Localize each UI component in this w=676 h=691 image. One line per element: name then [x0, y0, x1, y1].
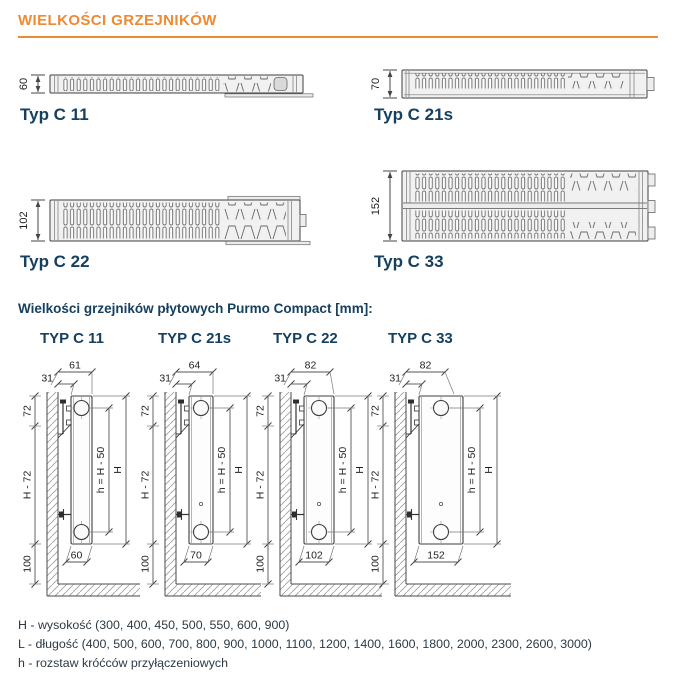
dim-label: 72 [21, 405, 34, 417]
dim-label: 82 [304, 359, 317, 372]
dim-label: H [112, 466, 124, 474]
typ-c33-label: Typ C 33 [374, 252, 444, 271]
dim-label: 70 [190, 549, 202, 562]
typ-c33-column-header: TYP C 33 [388, 330, 453, 347]
typ-c11-column-header: TYP C 11 [40, 330, 104, 347]
dim-label: H [233, 466, 245, 474]
dim-label: 31 [389, 372, 401, 385]
dim-label: H - 72 [254, 470, 267, 500]
dim-label: 61 [69, 359, 81, 372]
dim-label: 102 [18, 211, 30, 230]
section-subtitle: Wielkości grzejników płytowych Purmo Compact [mm]: [18, 301, 373, 316]
legend-line-h: h - rozstaw króćców przyłączeniowych [18, 656, 229, 670]
typ-c22-label: Typ C 22 [20, 252, 90, 271]
dim-label: 100 [139, 555, 152, 573]
dim-label: h = H - 50 [95, 446, 107, 494]
dimension-legend [18, 616, 592, 673]
title-underline [18, 36, 658, 38]
dim-label: 100 [369, 555, 382, 573]
typ-c22-column-header: TYP C 22 [273, 330, 338, 347]
typ-c21s-top-view-diagram [368, 62, 668, 108]
typ-c21s-label: Typ C 21s [374, 105, 454, 124]
legend-line-H: H - wysokość (300, 400, 450, 500, 550, 600, 900) [18, 618, 290, 632]
dim-label: h = H - 50 [337, 446, 349, 494]
dim-label: 82 [419, 359, 432, 372]
typ-c11-top-view-diagram [16, 64, 336, 108]
dim-label: 152 [427, 549, 445, 562]
dim-label: 31 [159, 372, 171, 385]
dim-label: H - 72 [21, 470, 34, 500]
dim-label: h = H - 50 [216, 446, 228, 494]
typ-c11-label: Typ C 11 [20, 105, 89, 124]
dim-label: H [354, 466, 366, 474]
dim-label: 100 [254, 555, 267, 573]
typ-c21s-column-header: TYP C 21s [158, 330, 232, 347]
dim-label: 152 [370, 196, 382, 216]
dim-label: 72 [369, 405, 382, 417]
dim-label: 102 [305, 549, 323, 562]
typ-c11-side-drawing [10, 354, 142, 602]
typ-c33-top-view-diagram [368, 162, 668, 246]
dim-label: H [483, 466, 495, 474]
dim-label: 100 [21, 555, 34, 573]
legend-line-L: L - długość (400, 500, 600, 700, 800, 900, 1000, 1100, 1200, 1400, 1600, 1800, 2000, 2300, 2600, 3000) [18, 637, 592, 651]
dim-label: H - 72 [139, 470, 152, 500]
typ-c33-side-drawing [358, 354, 513, 602]
side-view-column-c33 [358, 330, 513, 602]
typ-c22-top-view-diagram [16, 190, 336, 250]
dim-label: 70 [370, 77, 382, 91]
dim-label: 31 [41, 372, 53, 385]
page-title: WIELKOŚCI GRZEJNIKÓW [18, 12, 217, 29]
dim-label: 31 [274, 372, 286, 385]
dim-label: h = H - 50 [466, 446, 478, 494]
dim-label: 64 [188, 359, 201, 372]
side-view-column-c11 [10, 330, 142, 602]
dim-label: 72 [139, 405, 152, 417]
dim-label: 60 [70, 549, 83, 562]
dim-label: 60 [18, 77, 30, 91]
dim-label: H - 72 [369, 470, 382, 500]
dim-label: 72 [254, 405, 267, 417]
